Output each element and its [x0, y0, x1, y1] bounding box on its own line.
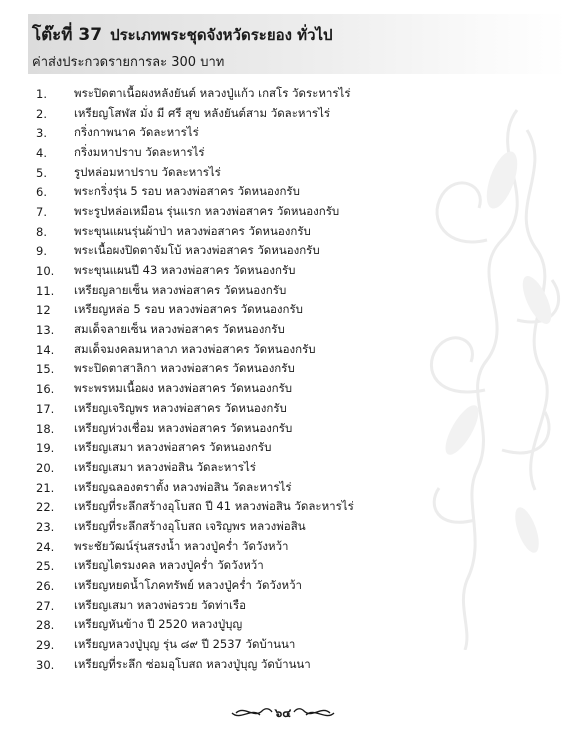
- item-text: เหรียญห่วงเชื่อม หลวงพ่อสาคร วัดหนองกรับ: [74, 420, 293, 435]
- list-item: [36, 497, 354, 517]
- item-number: 18.: [36, 421, 55, 436]
- list-item: [36, 104, 354, 124]
- list-item: [36, 478, 354, 498]
- item-number: 30.: [36, 657, 55, 672]
- item-text: เหรียญลายเซ็น หลวงพ่อสาคร วัดหนองกรับ: [74, 282, 287, 297]
- item-text: พระเนื้อผงปิดตาจัมโบ้ หลวงพ่อสาคร วัดหนองกรับ: [74, 243, 320, 258]
- item-number: 21.: [36, 480, 55, 495]
- item-text: เหรียญที่ระลึก ซ่อมอุโบสถ หลวงปู่บุญ วัดบ้านนา: [74, 656, 311, 671]
- item-text: เหรียญเสมา หลวงพ่อรวย วัดท่าเรือ: [74, 597, 247, 612]
- item-text: กริ่งกาพนาค วัดละหารไร่: [74, 125, 199, 140]
- list-item: [36, 517, 354, 537]
- list-item: [36, 320, 354, 340]
- item-text: เหรียญโสฬส มั่ง มี ศรี สุข หลังยันต์สาม วัดละหารไร่: [74, 105, 331, 120]
- item-text: พระขุนแผนปี 43 หลวงพ่อสาคร วัดหนองกรับ: [74, 263, 296, 278]
- page-number: ๖๔: [274, 706, 292, 720]
- list-item: [36, 557, 354, 577]
- decorative-watermark: [367, 90, 567, 650]
- header-banner: [28, 14, 567, 74]
- item-number: 10.: [36, 264, 55, 279]
- item-text: พระปิดตาเนื้อผงหลังยันต์ หลวงปู่แก้ว เกสโร วัดระหารไร่: [74, 85, 351, 100]
- item-text: เหรียญไตรมงคล หลวงปู่ครํ่า วัดวังหว้า: [74, 558, 264, 573]
- item-text: เหรียญที่ระลึกสร้างอุโบสถ เจริญพร หลวงพ่อสิน: [74, 518, 306, 533]
- list-item: [36, 182, 354, 202]
- item-text: พระชัยวัฒน์รุ่นสรงน้ำ หลวงปู่ครํ่า วัดวังหว้า: [74, 538, 289, 553]
- item-number: 2.: [36, 106, 47, 121]
- item-number: 25.: [36, 559, 55, 574]
- table-label: โต๊ะที่ 37: [32, 25, 103, 45]
- item-text: เหรียญเสมา หลวงพ่อสิน วัดละหารไร่: [74, 459, 256, 474]
- item-list: [36, 84, 354, 675]
- item-number: 8.: [36, 224, 47, 239]
- list-item: [36, 616, 354, 636]
- item-number: 20.: [36, 460, 55, 475]
- item-text: พระรูปหล่อเหมือน รุ่นแรก หลวงพ่อสาคร วัดหนองกรับ: [74, 203, 340, 218]
- list-item: [36, 84, 354, 104]
- list-item: [36, 261, 354, 281]
- item-number: 11.: [36, 283, 55, 298]
- list-item: [36, 438, 354, 458]
- item-number: 15.: [36, 362, 55, 377]
- list-item: [36, 281, 354, 301]
- list-item: [36, 163, 354, 183]
- title-row: [32, 21, 333, 48]
- item-number: 1.: [36, 86, 47, 101]
- item-text: เหรียญหันข้าง ปี 2520 หลวงปู่บุญ: [74, 617, 243, 632]
- list-item: [36, 143, 354, 163]
- item-number: 17.: [36, 401, 55, 416]
- item-text: พระกริ่งรุ่น 5 รอบ หลวงพ่อสาคร วัดหนองกรับ: [74, 184, 300, 199]
- list-item: [36, 242, 354, 262]
- item-number: 3.: [36, 126, 47, 141]
- item-text: กริ่งมหาปราบ วัดละหารไร่: [74, 144, 205, 159]
- item-number: 16.: [36, 382, 55, 397]
- list-item: [36, 379, 354, 399]
- item-text: เหรียญหล่อ 5 รอบ หลวงพ่อสาคร วัดหนองกรับ: [74, 302, 303, 317]
- item-text: เหรียญที่ระลึกสร้างอุโบสถ ปี 41 หลวงพ่อสิน วัดละหารไร่: [74, 499, 354, 514]
- item-number: 29.: [36, 638, 55, 653]
- item-number: 28.: [36, 618, 55, 633]
- list-item: [36, 399, 354, 419]
- item-text: พระขุนแผนรุ่นผ้าป่า หลวงพ่อสาคร วัดหนองกรับ: [74, 223, 311, 238]
- list-item: [36, 202, 354, 222]
- list-item: [36, 576, 354, 596]
- item-text: เหรียญฉลองตราตั้ง หลวงพ่อสิน วัดละหารไร่: [74, 479, 292, 494]
- item-text: เหรียญเสมา หลวงพ่อสาคร วัดหนองกรับ: [74, 440, 272, 455]
- item-number: 12: [36, 303, 51, 318]
- list-item: [36, 655, 354, 675]
- item-text: เหรียญเจริญพร หลวงพ่อสาคร วัดหนองกรับ: [74, 400, 287, 415]
- item-text: เหรียญหยดน้ำโภคทรัพย์ หลวงปู่ครํ่า วัดวังหว้า: [74, 578, 302, 593]
- page-title: ประเภทพระชุดจังหวัดระยอง ทั่วไป: [110, 26, 333, 44]
- list-item: [36, 419, 354, 439]
- item-text: พระปิดตาสาลิกา หลวงพ่อสาคร วัดหนองกรับ: [74, 361, 295, 376]
- item-number: 9.: [36, 244, 47, 259]
- item-number: 22.: [36, 500, 55, 515]
- list-item: [36, 340, 354, 360]
- item-number: 23.: [36, 519, 55, 534]
- item-text: พระพรหมเนื้อผง หลวงพ่อสาคร วัดหนองกรับ: [74, 381, 293, 396]
- item-text: เหรียญหลวงปู่บุญ รุ่น ๘๙ ปี 2537 วัดบ้านนา: [74, 637, 296, 652]
- item-number: 7.: [36, 204, 47, 219]
- item-number: 6.: [36, 185, 47, 200]
- item-text: สมเด็จมงคลมหาลาภ หลวงพ่อสาคร วัดหนองกรับ: [74, 341, 316, 356]
- item-number: 19.: [36, 441, 55, 456]
- item-number: 13.: [36, 323, 55, 338]
- fee-subtitle: ค่าส่งประกวดรายการละ 300 บาท: [32, 55, 225, 70]
- item-number: 26.: [36, 579, 55, 594]
- item-text: รูปหล่อมหาปราบ วัดละหารไร่: [74, 164, 221, 179]
- item-number: 14.: [36, 342, 55, 357]
- item-number: 5.: [36, 165, 47, 180]
- page-footer: [228, 699, 338, 725]
- list-item: [36, 222, 354, 242]
- list-item: [36, 458, 354, 478]
- list-item: [36, 123, 354, 143]
- item-number: 24.: [36, 539, 55, 554]
- list-item: [36, 596, 354, 616]
- list-item: [36, 360, 354, 380]
- item-number: 4.: [36, 145, 47, 160]
- list-item: [36, 635, 354, 655]
- item-text: สมเด็จลายเซ็น หลวงพ่อสาคร วัดหนองกรับ: [74, 322, 285, 337]
- list-item: [36, 537, 354, 557]
- item-number: 27.: [36, 598, 55, 613]
- list-item: [36, 301, 354, 321]
